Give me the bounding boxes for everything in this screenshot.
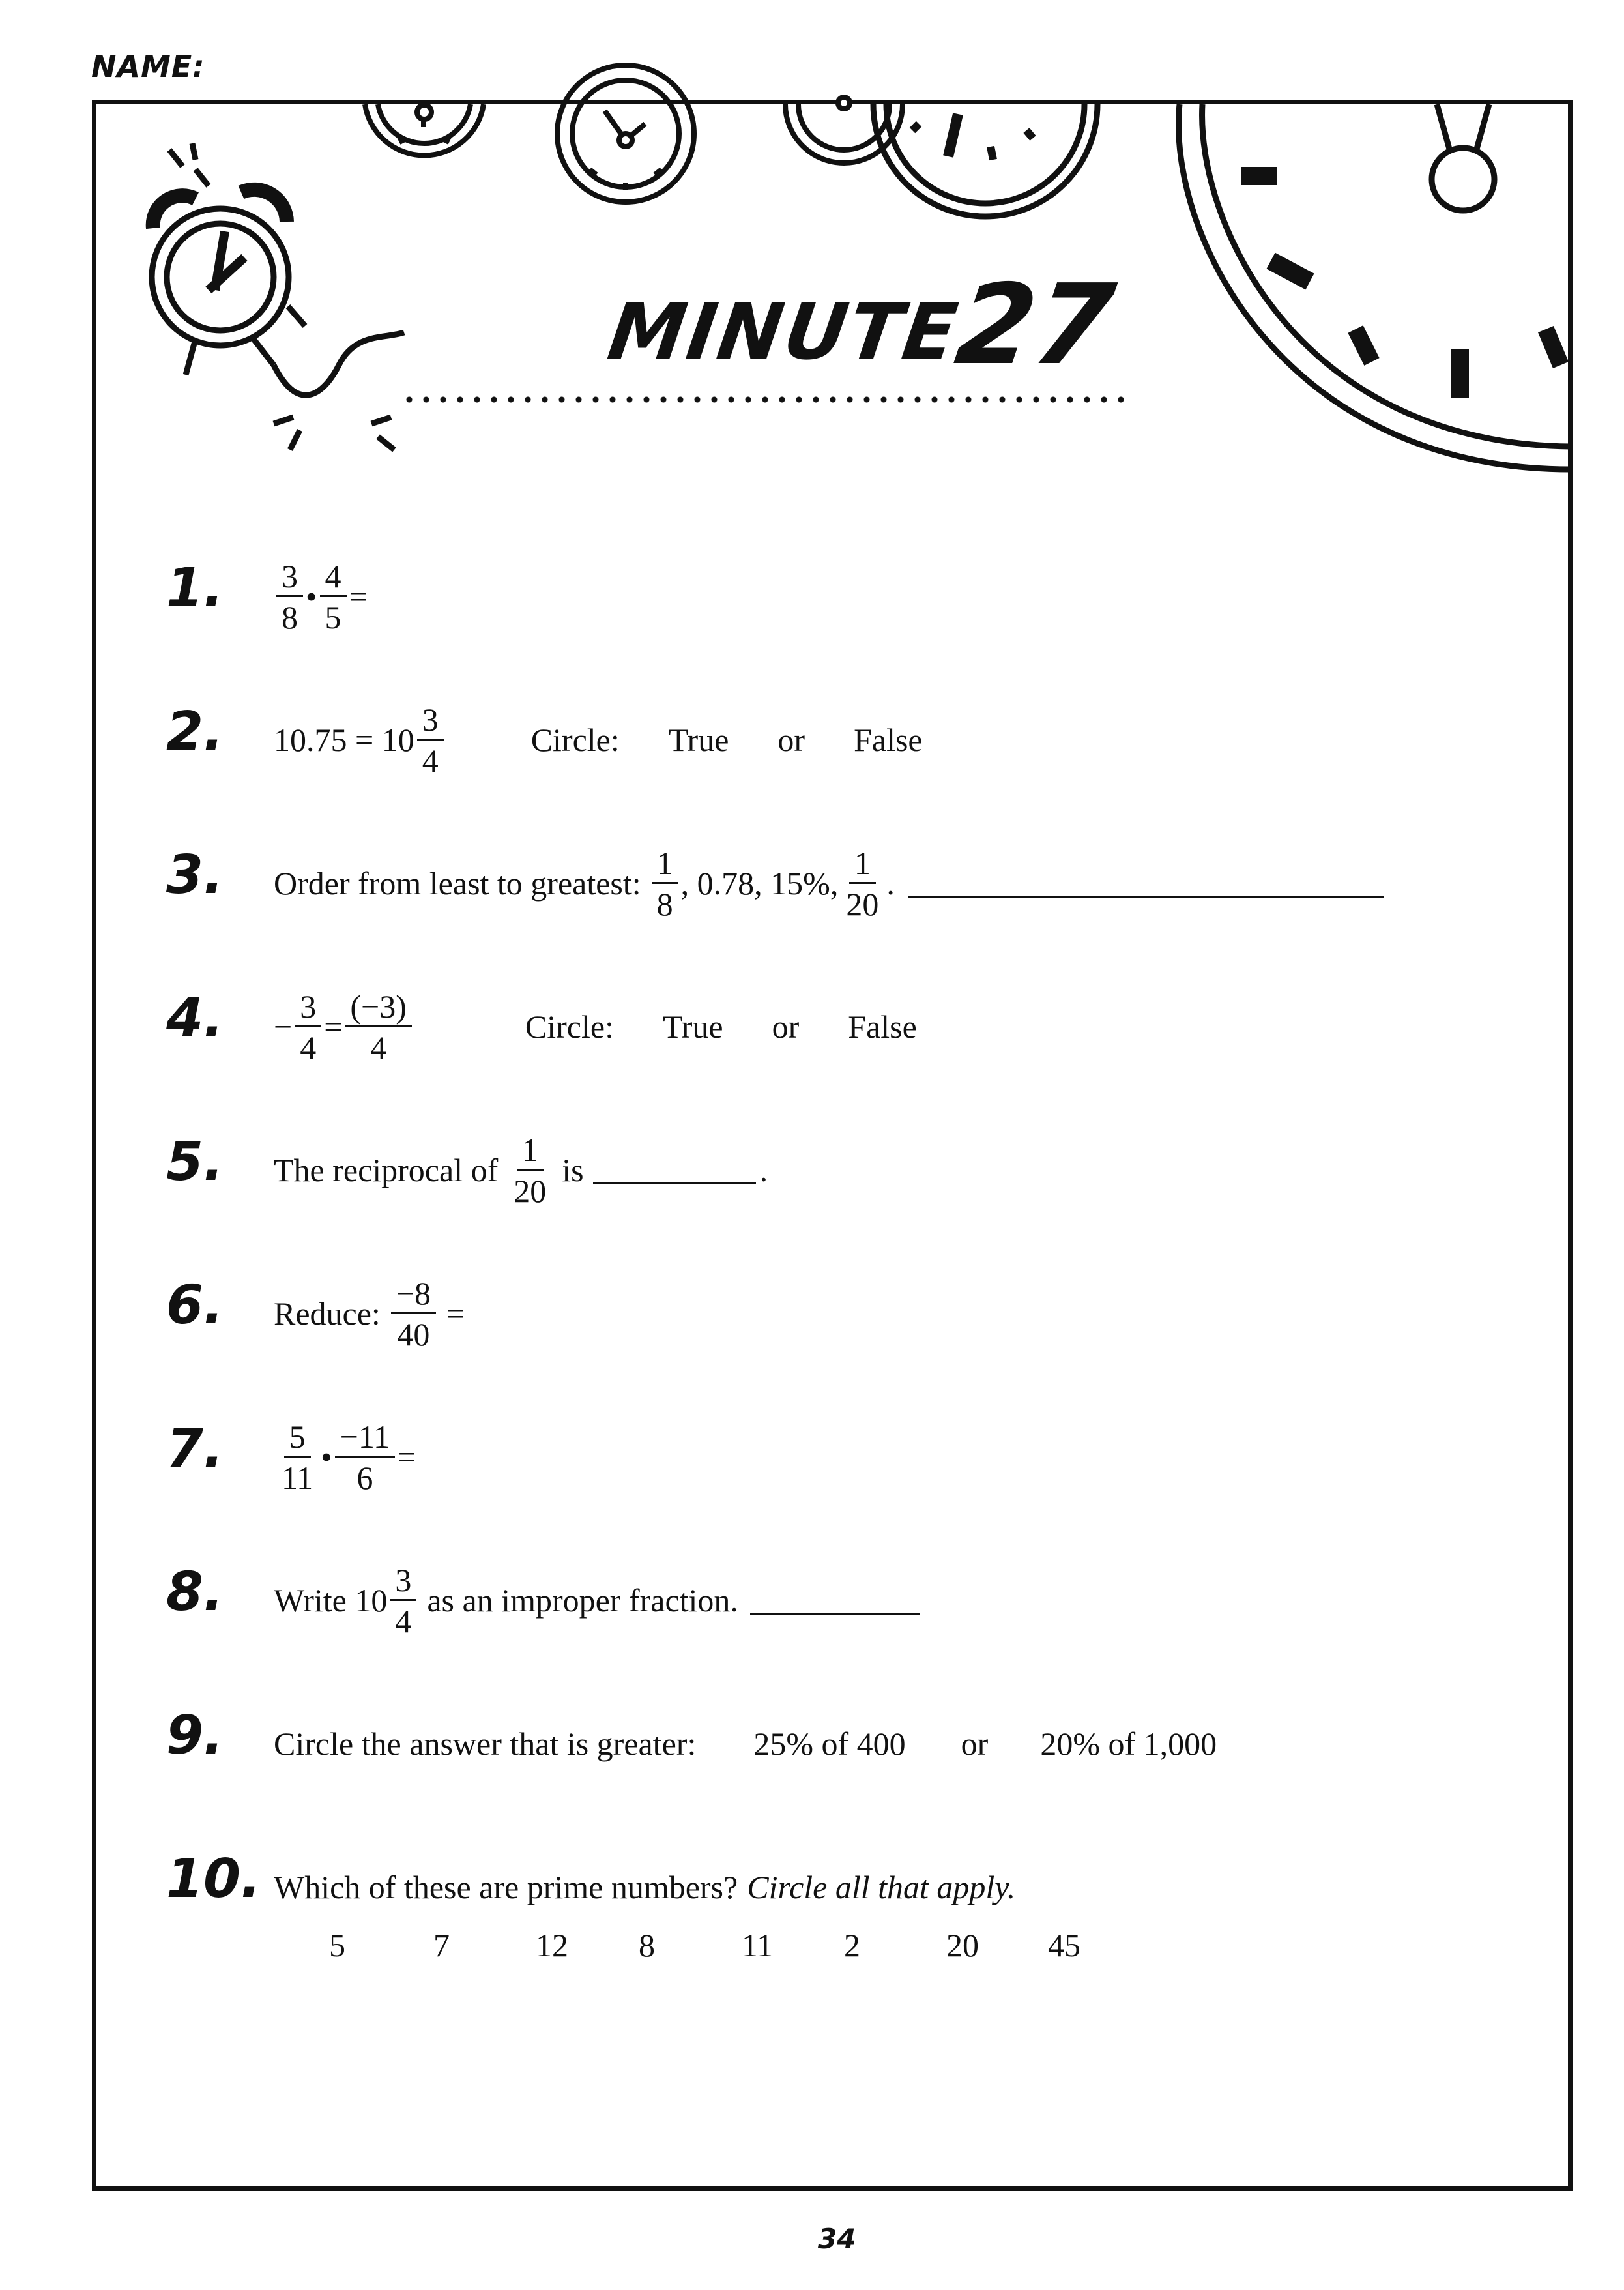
answer-option-1[interactable]: 25% of 400	[753, 1725, 906, 1762]
denominator: 11	[282, 1459, 313, 1496]
period: .	[759, 1152, 768, 1188]
fraction	[320, 557, 347, 636]
question-number-1: 1.	[166, 557, 224, 619]
denominator: 6	[356, 1459, 373, 1496]
question-number-2: 2.	[166, 701, 224, 763]
prime-choices	[0, 1926, 1624, 1972]
denominator: 4	[300, 1029, 317, 1066]
fraction	[345, 990, 412, 1064]
fraction	[335, 1420, 395, 1494]
multiply-dot: •	[306, 578, 317, 615]
question-8	[274, 1542, 923, 1659]
question-number-9: 9.	[166, 1705, 224, 1767]
fraction	[508, 1131, 551, 1209]
numerator: 4	[320, 560, 347, 597]
name-label: NAME:	[91, 49, 205, 84]
denominator: 5	[325, 598, 341, 636]
circle-label: Circle:	[525, 1008, 614, 1045]
numerator: −8	[391, 1277, 436, 1314]
choice-5[interactable]: 5	[329, 1927, 345, 1963]
question-5	[274, 1111, 768, 1229]
denominator: 20	[846, 885, 879, 922]
or-label: or	[961, 1725, 989, 1762]
numerator: 3	[417, 703, 444, 741]
question-number-7: 7.	[166, 1418, 224, 1480]
numerator: 3	[295, 990, 321, 1027]
answer-option-true[interactable]: True	[662, 1008, 723, 1045]
answer-blank[interactable]	[750, 1587, 920, 1615]
question-6	[274, 1255, 465, 1372]
fraction	[391, 1274, 436, 1353]
numerator: −11	[335, 1420, 395, 1458]
question-text: Reduce:	[274, 1295, 381, 1332]
choice-11[interactable]: 11	[742, 1927, 774, 1963]
circle-label: Circle:	[530, 722, 620, 758]
numerator: 3	[276, 560, 303, 597]
question-4	[274, 968, 917, 1085]
question-number-10: 10.	[166, 1848, 261, 1910]
equals-sign: =	[324, 1008, 343, 1045]
choice-20[interactable]: 20	[946, 1927, 979, 1963]
fraction	[841, 844, 884, 922]
fraction	[417, 703, 444, 777]
question-1	[274, 538, 368, 655]
fraction	[390, 1561, 416, 1639]
question-number-8: 8.	[166, 1561, 224, 1623]
denominator: 20	[514, 1172, 547, 1209]
choice-45[interactable]: 45	[1048, 1927, 1080, 1963]
answer-option-true[interactable]: True	[668, 722, 729, 758]
numerator: 1	[517, 1134, 544, 1171]
answer-option-2[interactable]: 20% of 1,000	[1040, 1725, 1217, 1762]
denominator: 4	[370, 1029, 387, 1066]
choice-7[interactable]: 7	[433, 1927, 450, 1963]
negative-sign: −	[274, 1008, 293, 1045]
choice-12[interactable]: 12	[536, 1927, 568, 1963]
equals-sign: =	[349, 578, 368, 615]
answer-blank[interactable]	[908, 870, 1384, 898]
question-text: Which of these are prime numbers?	[274, 1869, 738, 1905]
question-number-3: 3.	[166, 844, 224, 906]
question-2	[274, 681, 923, 799]
page-number: 34	[818, 2223, 856, 2255]
fraction	[276, 1420, 318, 1494]
question-text-end: as an improper fraction.	[427, 1582, 738, 1619]
question-9	[274, 1685, 1217, 1802]
denominator: 8	[282, 598, 298, 636]
numerator: 1	[652, 847, 678, 884]
denominator: 4	[395, 1602, 412, 1639]
numerator: 3	[390, 1564, 416, 1601]
denominator: 4	[422, 742, 439, 779]
numerator: 1	[849, 847, 876, 884]
period: .	[886, 865, 895, 902]
worksheet-number: 27	[949, 261, 1122, 390]
numerator: (−3)	[345, 990, 412, 1027]
answer-option-false[interactable]: False	[854, 722, 923, 758]
or-label: or	[777, 722, 805, 758]
fraction	[276, 557, 303, 636]
question-text: Order from least to greatest:	[274, 865, 641, 902]
worksheet-title: MINUTE	[603, 287, 964, 377]
question-7	[274, 1398, 416, 1516]
question-number-5: 5.	[166, 1131, 224, 1193]
equals-sign: =	[398, 1439, 416, 1475]
choice-2[interactable]: 2	[844, 1927, 860, 1963]
title-dotted-rule	[401, 396, 1131, 403]
question-3	[274, 825, 1387, 942]
numerator: 5	[284, 1420, 311, 1458]
instruction-text: Circle all that apply.	[747, 1869, 1016, 1905]
expression: 10.75 = 10	[274, 722, 414, 758]
fraction	[652, 844, 678, 922]
or-label: or	[772, 1008, 800, 1045]
answer-blank[interactable]	[593, 1156, 756, 1184]
choice-8[interactable]: 8	[639, 1927, 655, 1963]
question-number-6: 6.	[166, 1274, 224, 1336]
answer-option-false[interactable]: False	[848, 1008, 917, 1045]
fraction	[295, 990, 321, 1064]
is-label: is	[562, 1152, 584, 1188]
question-text: Write 10	[274, 1582, 388, 1619]
list-middle: , 0.78, 15%,	[680, 865, 839, 902]
denominator: 8	[656, 885, 673, 922]
denominator: 40	[397, 1315, 430, 1353]
question-text: Circle the answer that is greater:	[274, 1725, 697, 1762]
equals-sign: =	[446, 1295, 465, 1332]
question-text: The reciprocal of	[274, 1152, 499, 1188]
question-number-4: 4.	[166, 988, 224, 1050]
multiply-dot: •	[321, 1439, 332, 1475]
